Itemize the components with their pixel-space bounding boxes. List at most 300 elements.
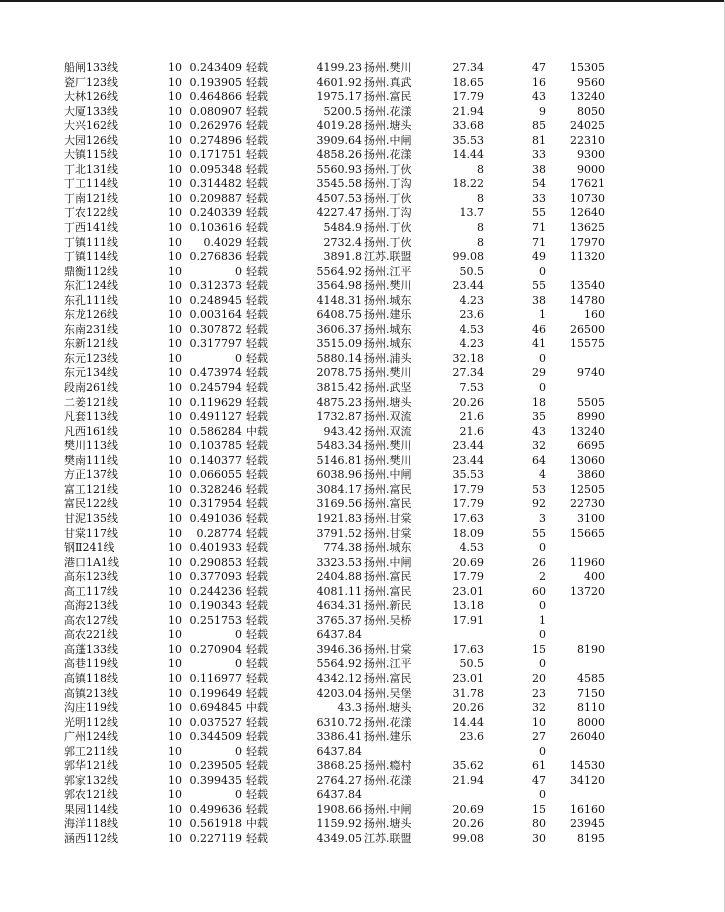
voltage-cell: 10 bbox=[168, 293, 182, 307]
substation-cell: 扬州.浦头 bbox=[364, 351, 412, 365]
distance-cell: 23.44 bbox=[452, 279, 484, 293]
count-cell: 46 bbox=[532, 322, 546, 336]
ratio-cell: 0.317797 bbox=[189, 337, 242, 351]
substation-cell: 扬州.樊川 bbox=[364, 439, 412, 453]
voltage-cell: 10 bbox=[168, 162, 182, 176]
voltage-cell: 10 bbox=[168, 206, 182, 220]
ratio-cell: 0.270904 bbox=[189, 642, 242, 656]
line-name-cell: 高农127线 bbox=[64, 613, 118, 627]
count-cell: 30 bbox=[532, 831, 546, 845]
distance-cell: 17.63 bbox=[452, 511, 484, 525]
substation-cell: 扬州.江平 bbox=[364, 657, 412, 671]
line-name-cell: 高巷119线 bbox=[64, 657, 118, 671]
substation-cell: 扬州.甘棠 bbox=[364, 526, 412, 540]
count-cell: 2 bbox=[539, 570, 546, 584]
load-status-cell: 轻载 bbox=[246, 61, 268, 74]
substation-cell: 扬州.城东 bbox=[364, 322, 412, 336]
ratio-cell: 0.239505 bbox=[189, 759, 242, 773]
substation-cell: 扬州.建乐 bbox=[364, 730, 412, 744]
voltage-cell: 10 bbox=[168, 468, 182, 482]
substation-cell: 扬州.真武 bbox=[364, 75, 412, 89]
substation-cell: 扬州.中闸 bbox=[364, 555, 412, 569]
ratio-cell: 0.328246 bbox=[189, 482, 242, 496]
count-cell: 55 bbox=[532, 526, 546, 540]
voltage-cell: 10 bbox=[168, 511, 182, 525]
ratio-cell: 0.561918 bbox=[189, 817, 242, 831]
voltage-cell: 10 bbox=[168, 191, 182, 205]
ratio-cell: 0.344509 bbox=[189, 730, 242, 744]
total-cell: 8000 bbox=[577, 715, 605, 729]
substation-cell: 扬州.丁沟 bbox=[364, 206, 412, 220]
value-cell: 4019.28 bbox=[316, 119, 362, 133]
ratio-cell: 0.080907 bbox=[189, 104, 242, 118]
line-name-cell: 鼎衡112线 bbox=[64, 264, 118, 278]
substation-cell: 扬州.富民 bbox=[364, 497, 412, 511]
substation-cell: 扬州.樊川 bbox=[364, 453, 412, 467]
load-status-cell: 轻载 bbox=[246, 715, 268, 729]
table-row bbox=[0, 192, 725, 207]
value-cell: 2404.88 bbox=[316, 570, 362, 584]
table-row bbox=[0, 279, 725, 294]
load-status-cell: 轻载 bbox=[246, 279, 268, 293]
substation-cell: 扬州.丁沟 bbox=[364, 177, 412, 191]
line-name-cell: 沟庄119线 bbox=[64, 701, 118, 715]
ratio-cell: 0.103616 bbox=[189, 221, 242, 235]
substation-cell: 扬州.吴堡 bbox=[364, 686, 412, 700]
distance-cell: 4.23 bbox=[459, 337, 484, 351]
total-cell: 13540 bbox=[570, 279, 605, 293]
count-cell: 0 bbox=[539, 744, 546, 758]
distance-cell: 20.26 bbox=[452, 817, 484, 831]
load-status-cell: 轻载 bbox=[246, 235, 268, 249]
distance-cell: 99.08 bbox=[452, 831, 484, 845]
value-cell: 3386.41 bbox=[316, 730, 362, 744]
voltage-cell: 10 bbox=[168, 424, 182, 438]
table-row bbox=[0, 585, 725, 600]
load-status-cell: 轻载 bbox=[246, 264, 268, 278]
value-cell: 5880.14 bbox=[316, 351, 362, 365]
line-name-cell: 郭家132线 bbox=[64, 773, 118, 787]
value-cell: 3891.8 bbox=[323, 250, 362, 264]
line-name-cell: 高东123线 bbox=[64, 570, 118, 584]
load-status-cell: 轻载 bbox=[246, 802, 268, 816]
table-row bbox=[0, 541, 725, 556]
line-name-cell: 郭农121线 bbox=[64, 788, 118, 802]
line-name-cell: 东新121线 bbox=[64, 337, 118, 351]
substation-cell: 扬州.塘头 bbox=[364, 817, 412, 831]
ratio-cell: 0.037527 bbox=[189, 715, 242, 729]
distance-cell: 8 bbox=[477, 191, 484, 205]
distance-cell: 23.01 bbox=[452, 584, 484, 598]
load-status-cell: 轻载 bbox=[246, 148, 268, 162]
count-cell: 71 bbox=[532, 235, 546, 249]
total-cell: 14780 bbox=[570, 293, 605, 307]
line-name-cell: 大镇115线 bbox=[64, 148, 118, 162]
total-cell: 9000 bbox=[577, 162, 605, 176]
load-status-cell: 中载 bbox=[246, 817, 268, 831]
voltage-cell: 10 bbox=[168, 526, 182, 540]
value-cell: 5564.92 bbox=[316, 657, 362, 671]
load-status-cell: 轻载 bbox=[246, 831, 268, 845]
load-status-cell: 轻载 bbox=[246, 788, 268, 802]
line-name-cell: 高农221线 bbox=[64, 628, 118, 642]
line-name-cell: 港口1A1线 bbox=[64, 555, 119, 569]
total-cell: 7150 bbox=[577, 686, 605, 700]
total-cell: 160 bbox=[584, 308, 605, 322]
substation-cell: 扬州.中闸 bbox=[364, 468, 412, 482]
count-cell: 60 bbox=[532, 584, 546, 598]
value-cell: 3765.37 bbox=[316, 613, 362, 627]
substation-cell: 扬州.樊川 bbox=[364, 61, 412, 74]
voltage-cell: 10 bbox=[168, 788, 182, 802]
count-cell: 16 bbox=[532, 75, 546, 89]
value-cell: 43.3 bbox=[337, 701, 362, 715]
line-name-cell: 东元123线 bbox=[64, 351, 118, 365]
line-name-cell: 涵西112线 bbox=[64, 831, 118, 845]
value-cell: 6310.72 bbox=[316, 715, 362, 729]
value-cell: 6437.84 bbox=[316, 628, 362, 642]
line-name-cell: 丁工114线 bbox=[64, 177, 118, 191]
substation-cell: 扬州.塘头 bbox=[364, 395, 412, 409]
load-status-cell: 轻载 bbox=[246, 599, 268, 613]
total-cell: 8050 bbox=[577, 104, 605, 118]
distance-cell: 20.69 bbox=[452, 555, 484, 569]
load-status-cell: 轻载 bbox=[246, 439, 268, 453]
line-name-cell: 丁南121线 bbox=[64, 191, 118, 205]
line-name-cell: 果园114线 bbox=[64, 802, 118, 816]
table-row bbox=[0, 817, 725, 832]
ratio-cell: 0.251753 bbox=[189, 613, 242, 627]
distance-cell: 18.22 bbox=[452, 177, 484, 191]
total-cell: 5505 bbox=[577, 395, 605, 409]
load-status-cell: 轻载 bbox=[246, 395, 268, 409]
table-row bbox=[0, 76, 725, 91]
total-cell: 9740 bbox=[577, 366, 605, 380]
value-cell: 3909.64 bbox=[316, 133, 362, 147]
count-cell: 47 bbox=[532, 773, 546, 787]
table-row bbox=[0, 832, 725, 847]
table-row bbox=[0, 774, 725, 789]
count-cell: 23 bbox=[532, 686, 546, 700]
count-cell: 0 bbox=[539, 657, 546, 671]
voltage-cell: 10 bbox=[168, 439, 182, 453]
load-status-cell: 轻载 bbox=[246, 642, 268, 656]
table-row bbox=[0, 527, 725, 542]
voltage-cell: 10 bbox=[168, 337, 182, 351]
line-name-cell: 大园126线 bbox=[64, 133, 118, 147]
value-cell: 5483.34 bbox=[316, 439, 362, 453]
value-cell: 5146.81 bbox=[316, 453, 362, 467]
count-cell: 29 bbox=[532, 366, 546, 380]
ratio-cell: 0 bbox=[235, 264, 242, 278]
total-cell: 15305 bbox=[570, 61, 605, 74]
total-cell: 26500 bbox=[570, 322, 605, 336]
ratio-cell: 0.190343 bbox=[189, 599, 242, 613]
substation-cell: 扬州.双流 bbox=[364, 424, 412, 438]
substation-cell: 扬州.江平 bbox=[364, 264, 412, 278]
substation-cell: 扬州.甘棠 bbox=[364, 642, 412, 656]
total-cell: 16160 bbox=[570, 802, 605, 816]
line-name-cell: 樊川113线 bbox=[64, 439, 118, 453]
voltage-cell: 10 bbox=[168, 221, 182, 235]
value-cell: 4199.23 bbox=[316, 61, 362, 74]
line-name-cell: 郭华121线 bbox=[64, 759, 118, 773]
line-name-cell: 高镇118线 bbox=[64, 671, 118, 685]
ratio-cell: 0.694845 bbox=[189, 701, 242, 715]
voltage-cell: 10 bbox=[168, 773, 182, 787]
load-status-cell: 轻载 bbox=[246, 366, 268, 380]
load-status-cell: 轻载 bbox=[246, 671, 268, 685]
value-cell: 3868.25 bbox=[316, 759, 362, 773]
distance-cell: 7.53 bbox=[459, 381, 484, 395]
substation-cell: 江苏.联盟 bbox=[364, 250, 412, 264]
substation-cell: 扬州.城东 bbox=[364, 293, 412, 307]
substation-cell: 扬州.花漾 bbox=[364, 148, 412, 162]
table-row bbox=[0, 570, 725, 585]
value-cell: 5560.93 bbox=[316, 162, 362, 176]
distance-cell: 17.79 bbox=[452, 497, 484, 511]
voltage-cell: 10 bbox=[168, 802, 182, 816]
ratio-cell: 0.499636 bbox=[189, 802, 242, 816]
voltage-cell: 10 bbox=[168, 817, 182, 831]
voltage-cell: 10 bbox=[168, 628, 182, 642]
voltage-cell: 10 bbox=[168, 395, 182, 409]
table-row bbox=[0, 250, 725, 265]
voltage-cell: 10 bbox=[168, 831, 182, 845]
load-status-cell: 轻载 bbox=[246, 759, 268, 773]
load-status-cell: 轻载 bbox=[246, 744, 268, 758]
total-cell: 8190 bbox=[577, 642, 605, 656]
table-row bbox=[0, 90, 725, 105]
distance-cell: 17.79 bbox=[452, 570, 484, 584]
voltage-cell: 10 bbox=[168, 701, 182, 715]
table-row bbox=[0, 759, 725, 774]
total-cell: 14530 bbox=[570, 759, 605, 773]
value-cell: 4601.92 bbox=[316, 75, 362, 89]
ratio-cell: 0.28774 bbox=[196, 526, 242, 540]
distance-cell: 21.94 bbox=[452, 773, 484, 787]
load-status-cell: 轻载 bbox=[246, 308, 268, 322]
total-cell: 13240 bbox=[570, 90, 605, 104]
distance-cell: 99.08 bbox=[452, 250, 484, 264]
count-cell: 33 bbox=[532, 191, 546, 205]
table-row bbox=[0, 730, 725, 745]
count-cell: 1 bbox=[539, 613, 546, 627]
table-row bbox=[0, 628, 725, 643]
value-cell: 3515.09 bbox=[316, 337, 362, 351]
load-status-cell: 轻载 bbox=[246, 322, 268, 336]
load-status-cell: 中载 bbox=[246, 424, 268, 438]
table-row bbox=[0, 134, 725, 149]
count-cell: 3 bbox=[539, 511, 546, 525]
table-row bbox=[0, 410, 725, 425]
voltage-cell: 10 bbox=[168, 235, 182, 249]
value-cell: 3815.42 bbox=[316, 381, 362, 395]
voltage-cell: 10 bbox=[168, 279, 182, 293]
ratio-cell: 0.103785 bbox=[189, 439, 242, 453]
total-cell: 8990 bbox=[577, 410, 605, 424]
distance-cell: 14.44 bbox=[452, 715, 484, 729]
substation-cell: 扬州.花漾 bbox=[364, 715, 412, 729]
count-cell: 0 bbox=[539, 541, 546, 555]
line-name-cell: 甘棠117线 bbox=[64, 526, 118, 540]
ratio-cell: 0.491127 bbox=[189, 410, 242, 424]
table-row bbox=[0, 745, 725, 760]
total-cell: 10730 bbox=[570, 191, 605, 205]
total-cell: 22310 bbox=[570, 133, 605, 147]
ratio-cell: 0.095348 bbox=[189, 162, 242, 176]
substation-cell: 扬州.建乐 bbox=[364, 308, 412, 322]
ratio-cell: 0.171751 bbox=[189, 148, 242, 162]
value-cell: 2764.27 bbox=[316, 773, 362, 787]
value-cell: 6038.96 bbox=[316, 468, 362, 482]
count-cell: 32 bbox=[532, 439, 546, 453]
substation-cell: 扬州.塘头 bbox=[364, 701, 412, 715]
voltage-cell: 10 bbox=[168, 90, 182, 104]
ratio-cell: 0.290853 bbox=[189, 555, 242, 569]
voltage-cell: 10 bbox=[168, 730, 182, 744]
line-name-cell: 丁西141线 bbox=[64, 221, 118, 235]
table-row bbox=[0, 643, 725, 658]
load-status-cell: 轻载 bbox=[246, 628, 268, 642]
total-cell: 9300 bbox=[577, 148, 605, 162]
table-row bbox=[0, 599, 725, 614]
line-name-cell: 凡套113线 bbox=[64, 410, 118, 424]
distance-cell: 4.23 bbox=[459, 293, 484, 307]
value-cell: 774.38 bbox=[323, 541, 362, 555]
table-row bbox=[0, 497, 725, 512]
distance-cell: 23.44 bbox=[452, 439, 484, 453]
substation-cell: 扬州.丁伙 bbox=[364, 162, 412, 176]
line-name-cell: 东龙126线 bbox=[64, 308, 118, 322]
voltage-cell: 10 bbox=[168, 322, 182, 336]
value-cell: 1975.17 bbox=[316, 90, 362, 104]
value-cell: 943.42 bbox=[323, 424, 362, 438]
value-cell: 4081.11 bbox=[316, 584, 362, 598]
distance-cell: 23.6 bbox=[459, 730, 484, 744]
voltage-cell: 10 bbox=[168, 264, 182, 278]
total-cell: 34120 bbox=[570, 773, 605, 787]
voltage-cell: 10 bbox=[168, 351, 182, 365]
value-cell: 2732.4 bbox=[323, 235, 362, 249]
distance-cell: 21.6 bbox=[459, 424, 484, 438]
load-status-cell: 轻载 bbox=[246, 541, 268, 555]
count-cell: 0 bbox=[539, 381, 546, 395]
total-cell: 11320 bbox=[570, 250, 605, 264]
substation-cell: 扬州.富民 bbox=[364, 584, 412, 598]
table-row bbox=[0, 512, 725, 527]
voltage-cell: 10 bbox=[168, 570, 182, 584]
count-cell: 20 bbox=[532, 671, 546, 685]
load-status-cell: 中载 bbox=[246, 701, 268, 715]
load-status-cell: 轻载 bbox=[246, 293, 268, 307]
voltage-cell: 10 bbox=[168, 555, 182, 569]
substation-cell: 扬州.丁伙 bbox=[364, 235, 412, 249]
line-name-cell: 钢Ⅱ241线 bbox=[64, 541, 115, 555]
table-row bbox=[0, 483, 725, 498]
count-cell: 0 bbox=[539, 788, 546, 802]
value-cell: 6437.84 bbox=[316, 744, 362, 758]
table-row bbox=[0, 454, 725, 469]
ratio-cell: 0.116977 bbox=[189, 671, 242, 685]
count-cell: 4 bbox=[539, 468, 546, 482]
value-cell: 4858.26 bbox=[316, 148, 362, 162]
table-row bbox=[0, 803, 725, 818]
substation-cell: 扬州.中闸 bbox=[364, 133, 412, 147]
table-row bbox=[0, 105, 725, 120]
ratio-cell: 0.227119 bbox=[189, 831, 242, 845]
table-row bbox=[0, 439, 725, 454]
count-cell: 92 bbox=[532, 497, 546, 511]
table-row bbox=[0, 425, 725, 440]
value-cell: 3545.58 bbox=[316, 177, 362, 191]
distance-cell: 21.6 bbox=[459, 410, 484, 424]
value-cell: 3169.56 bbox=[316, 497, 362, 511]
count-cell: 0 bbox=[539, 599, 546, 613]
count-cell: 38 bbox=[532, 162, 546, 176]
count-cell: 1 bbox=[539, 308, 546, 322]
load-status-cell: 轻载 bbox=[246, 177, 268, 191]
ratio-cell: 0.245794 bbox=[189, 381, 242, 395]
voltage-cell: 10 bbox=[168, 613, 182, 627]
total-cell: 12640 bbox=[570, 206, 605, 220]
distance-cell: 32.18 bbox=[452, 351, 484, 365]
substation-cell: 扬州.花漾 bbox=[364, 104, 412, 118]
table-row bbox=[0, 672, 725, 687]
voltage-cell: 10 bbox=[168, 133, 182, 147]
value-cell: 6408.75 bbox=[316, 308, 362, 322]
distance-cell: 4.53 bbox=[459, 541, 484, 555]
distance-cell: 23.6 bbox=[459, 308, 484, 322]
count-cell: 35 bbox=[532, 410, 546, 424]
ratio-cell: 0.240339 bbox=[189, 206, 242, 220]
total-cell: 11960 bbox=[570, 555, 605, 569]
distance-cell: 35.62 bbox=[452, 759, 484, 773]
load-status-cell: 轻载 bbox=[246, 351, 268, 365]
load-status-cell: 轻载 bbox=[246, 191, 268, 205]
table-row bbox=[0, 556, 725, 571]
value-cell: 3791.52 bbox=[316, 526, 362, 540]
substation-cell: 扬州.城东 bbox=[364, 337, 412, 351]
load-status-cell: 轻载 bbox=[246, 133, 268, 147]
count-cell: 47 bbox=[532, 61, 546, 74]
ratio-cell: 0.377093 bbox=[189, 570, 242, 584]
load-status-cell: 轻载 bbox=[246, 337, 268, 351]
table-row bbox=[0, 294, 725, 309]
total-cell: 24025 bbox=[570, 119, 605, 133]
load-status-cell: 轻载 bbox=[246, 162, 268, 176]
distance-cell: 31.78 bbox=[452, 686, 484, 700]
table-row bbox=[0, 716, 725, 731]
ratio-cell: 0 bbox=[235, 628, 242, 642]
line-name-cell: 广州124线 bbox=[64, 730, 118, 744]
value-cell: 2078.75 bbox=[316, 366, 362, 380]
count-cell: 49 bbox=[532, 250, 546, 264]
distance-cell: 14.44 bbox=[452, 148, 484, 162]
total-cell: 17621 bbox=[570, 177, 605, 191]
total-cell: 9560 bbox=[577, 75, 605, 89]
count-cell: 15 bbox=[532, 642, 546, 656]
count-cell: 55 bbox=[532, 279, 546, 293]
load-status-cell: 轻载 bbox=[246, 119, 268, 133]
line-name-cell: 高蓬133线 bbox=[64, 642, 118, 656]
distance-cell: 50.5 bbox=[459, 264, 484, 278]
line-name-cell: 丁北131线 bbox=[64, 162, 118, 176]
table-row bbox=[0, 221, 725, 236]
count-cell: 64 bbox=[532, 453, 546, 467]
ratio-cell: 0.244236 bbox=[189, 584, 242, 598]
substation-cell: 扬州.丁伙 bbox=[364, 191, 412, 205]
